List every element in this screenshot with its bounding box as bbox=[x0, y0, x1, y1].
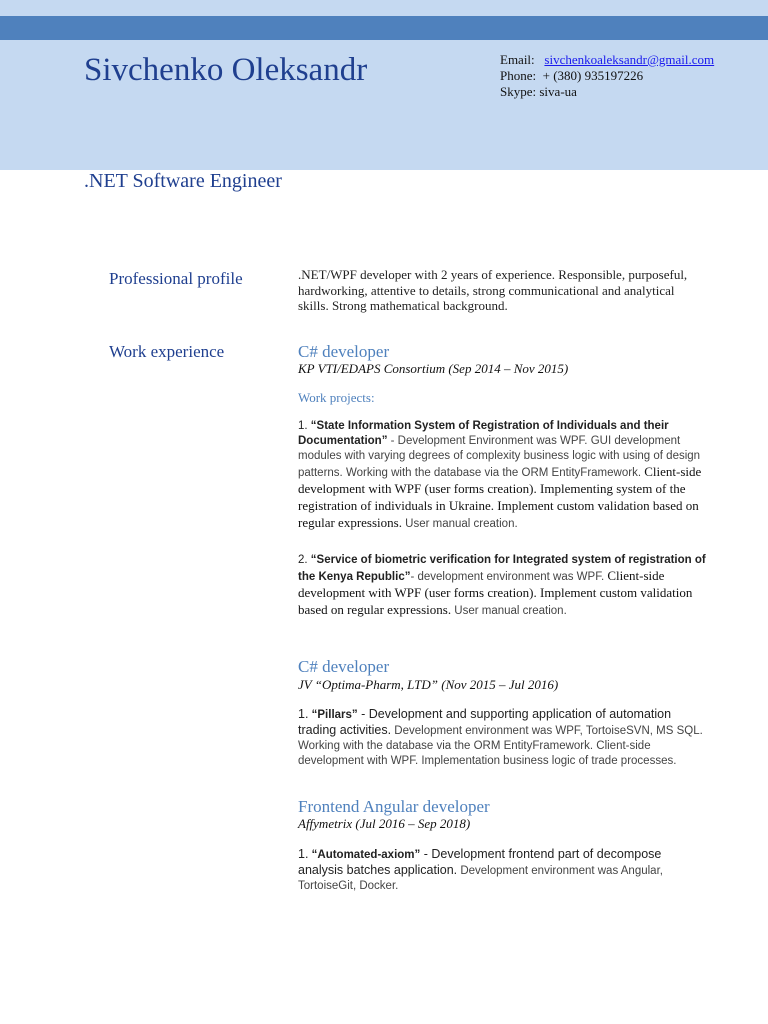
project-number: 2. bbox=[298, 554, 308, 566]
profile-text: .NET/WPF developer with 2 years of experience. Responsible, purposeful, hardworking, attentive to details, strong communicational and analytical skills. Strong mathematical background. bbox=[298, 267, 688, 313]
header-stripe bbox=[0, 16, 768, 40]
skype-row bbox=[500, 84, 714, 100]
project-desc-large: - Development frontend part of decompose analysis batches application. bbox=[298, 847, 662, 877]
project-desc-serif: Client-side development with WPF (user forms creation). Implementing system of the registration of individuals in Ukraine. Implement custom validation based on regular expressions. bbox=[298, 464, 702, 530]
project-title: “Service of biometric verification for Integrated system of registration of the Kenya Republic” bbox=[298, 554, 706, 583]
skype-label: Skype: bbox=[500, 84, 537, 99]
job-role: Frontend Angular developer bbox=[298, 797, 490, 816]
job-role: C# developer bbox=[298, 342, 390, 361]
project-desc-tail: User manual creation. bbox=[401, 518, 518, 530]
project-desc-large: - Development and supporting application of automation trading activities. bbox=[298, 707, 672, 737]
phone-label: Phone: bbox=[500, 68, 537, 83]
project-title: “Pillars” bbox=[311, 709, 358, 721]
project-desc: - development environment was WPF. bbox=[410, 571, 605, 583]
phone-row bbox=[500, 68, 714, 84]
project-item bbox=[298, 419, 708, 532]
email-link[interactable]: sivchenkoaleksandr@gmail.com bbox=[544, 52, 715, 67]
project-desc-serif: Client-side development with WPF (user forms creation). Implement custom validation based on regular expressions. bbox=[298, 568, 693, 617]
work-projects-label: Work projects: bbox=[298, 390, 375, 405]
job-role: C# developer bbox=[298, 657, 390, 676]
candidate-name: Sivchenko Oleksandr bbox=[84, 52, 368, 88]
work-heading: Work experience bbox=[109, 342, 225, 361]
project-number: 1. bbox=[298, 420, 308, 432]
project-desc: - Development Environment was WPF. GUI development modules with varying degrees of complexity business logic with using of design patterns. Working with the database via the ORM EntityFramework. bbox=[298, 435, 701, 479]
project-item bbox=[298, 847, 708, 894]
project-title: “State Information System of Registration of Individuals and their Documentation” bbox=[298, 420, 669, 447]
job-title: .NET Software Engineer bbox=[84, 170, 282, 192]
project-item bbox=[298, 707, 708, 769]
project-number: 1. bbox=[298, 847, 309, 861]
job-company: Affymetrix (Jul 2016 – Sep 2018) bbox=[298, 816, 471, 831]
email-row bbox=[500, 52, 714, 68]
project-item bbox=[298, 553, 708, 619]
contact-block bbox=[500, 52, 714, 100]
job-company: JV “Optima-Pharm, LTD” (Nov 2015 – Jul 2016) bbox=[298, 677, 559, 692]
project-desc-tail: User manual creation. bbox=[451, 605, 567, 617]
email-label: Email: bbox=[500, 52, 535, 67]
project-title: “Automated-axiom” bbox=[311, 849, 421, 861]
project-desc: Development environment was WPF, TortoiseSVN, MS SQL. Working with the database via the ORM EntityFramework. Client-side development with WPF. Implementation business logic of trade processes. bbox=[298, 725, 703, 767]
skype-value: siva-ua bbox=[539, 84, 577, 99]
project-desc: Development environment was Angular, TortoiseGit, Docker. bbox=[298, 865, 663, 892]
job-company: KP VTI/EDAPS Consortium (Sep 2014 – Nov 2015) bbox=[298, 361, 569, 376]
project-number: 1. bbox=[298, 707, 309, 721]
phone-value: + (380) 935197226 bbox=[542, 68, 644, 83]
profile-heading: Professional profile bbox=[109, 269, 243, 288]
